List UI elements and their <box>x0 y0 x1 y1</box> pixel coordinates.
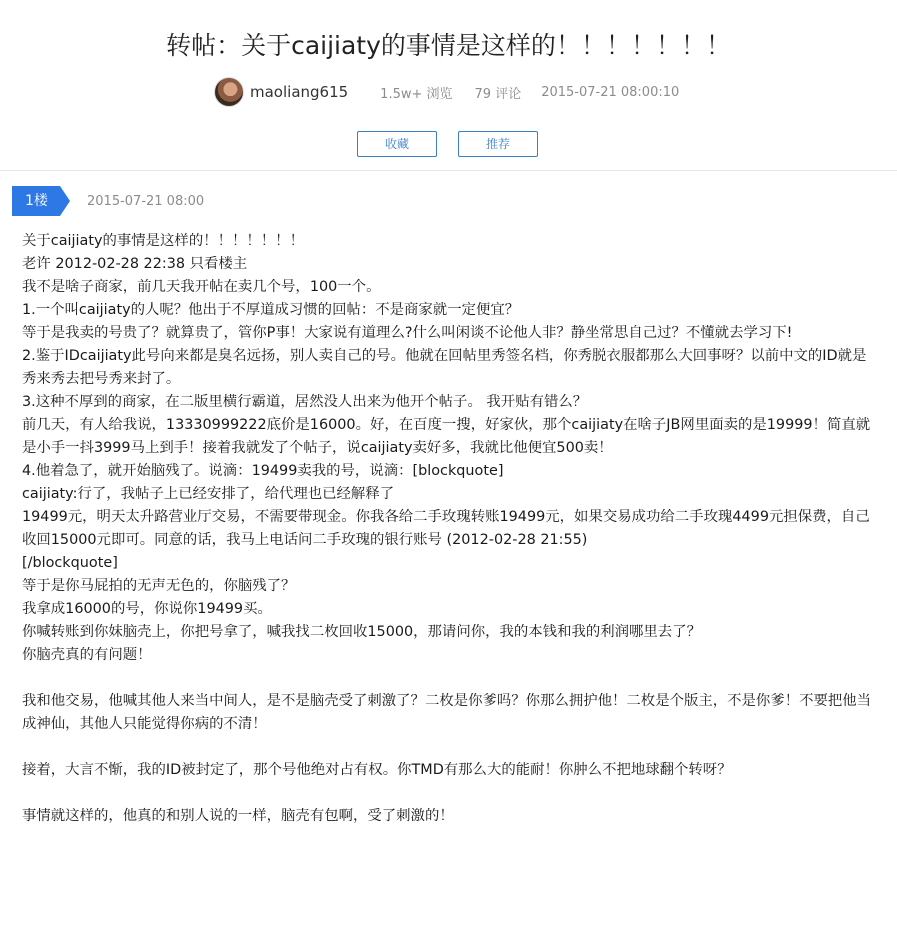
content-line <box>22 667 872 690</box>
floor-badge: 1楼 <box>12 186 60 216</box>
content-line: 等于是我卖的号贵了？就算贵了，管你P事！大家说有道理么?什么叫闲谈不论他人非？静坐常思自己过？不懂就去学习下! <box>22 325 793 341</box>
content-line: 事情就这样的，他真的和别人说的一样，脑壳有包啊，受了刺激的！ <box>22 808 454 824</box>
post-actions <box>357 131 538 157</box>
floor-header <box>12 185 204 217</box>
post-content <box>22 230 872 828</box>
content-line: 我和他交易，他喊其他人来当中间人，是不是脑壳受了刺激了？二枚是你爹吗？你那么拥护他！二枚是个版主，不是你爹！不要把他当成神仙，其他人只能觉得你病的不清！ <box>22 693 872 732</box>
content-line: 接着，大言不惭，我的ID被封定了，那个号他绝对占有权。你TMD有那么大的能耐！你肿么不把地球翻个转呀？ <box>22 762 732 778</box>
floor-time: 2015-07-21 08:00 <box>87 193 205 209</box>
content-line: 19499元，明天太升路营业厅交易，不需要带现金。你我各给二手玫瑰转账19499元，如果交易成功给二手玫瑰4499元担保费，自己收回15000元即可。同意的话，我马上电话问二手玫瑰的银行账号 (2012-02-28 21:55) <box>22 509 870 548</box>
post-title: 转帖：关于caijiaty的事情是这样的！！！！！！！ <box>166 31 731 60</box>
post-meta <box>214 76 679 108</box>
content-line <box>22 736 872 759</box>
comment-count[interactable]: 79 评论 <box>474 86 522 102</box>
content-line: 1.一个叫caijiaty的人呢？他出于不厚道成习惯的回帖：不是商家就一定便宜？ <box>22 302 520 318</box>
content-line: 你喊转账到你妹脑壳上，你把号拿了，喊我找二枚回收15000，那请问你，我的本钱和我的利润哪里去了？ <box>22 624 701 640</box>
content-line: 2.鉴于IDcaijiaty此号向来都是臭名远扬，别人卖自己的号。他就在回帖里秀签名档，你秀脱衣服都那么大回事呀？以前中文的ID就是秀来秀去把号秀来封了。 <box>22 348 867 387</box>
content-line: [/blockquote] <box>22 555 118 571</box>
content-line: caijiaty:行了，我帖子上已经安排了，给代理也已经解释了 <box>22 486 395 502</box>
content-line: 我不是啥子商家，前几天我开帖在卖几个号，100一个。 <box>22 279 381 295</box>
favorite-button[interactable]: 收藏 <box>357 131 437 157</box>
content-line: 4.他着急了，就开始脑残了。说滴：19499卖我的号，说滴：[blockquote] <box>22 463 504 479</box>
content-line: 等于是你马屁拍的无声无色的，你脑残了？ <box>22 578 296 594</box>
content-line: 关于caijiaty的事情是这样的！！！！！！！ <box>22 233 304 249</box>
view-count: 1.5w+ 浏览 <box>380 86 453 102</box>
post-header <box>0 0 897 171</box>
user-avatar-icon[interactable] <box>214 77 244 107</box>
content-line: 前几天，有人给我说，13330999222底价是16000。好，在百度一搜，好家伙，那个caijiaty在啥子JB网里面卖的是19999！简直就是小手一抖3999马上到手！接着我就发了个帖子，说caijiaty卖好多，我就比他便宜500卖！ <box>22 417 871 456</box>
content-line: 你脑壳真的有问题！ <box>22 647 152 663</box>
post-datetime: 2015-07-21 08:00:10 <box>541 84 680 100</box>
content-line: 我拿成16000的号，你说你19499买。 <box>22 601 272 617</box>
author-name[interactable]: maoliang615 <box>250 83 349 101</box>
content-line: 3.这种不厚到的商家，在二版里横行霸道，居然没人出来为他开个帖子。 我开贴有错么？ <box>22 394 588 410</box>
recommend-button[interactable]: 推荐 <box>458 131 538 157</box>
content-line <box>22 782 872 805</box>
content-line: 老许 2012-02-28 22:38 只看楼主 <box>22 256 248 272</box>
